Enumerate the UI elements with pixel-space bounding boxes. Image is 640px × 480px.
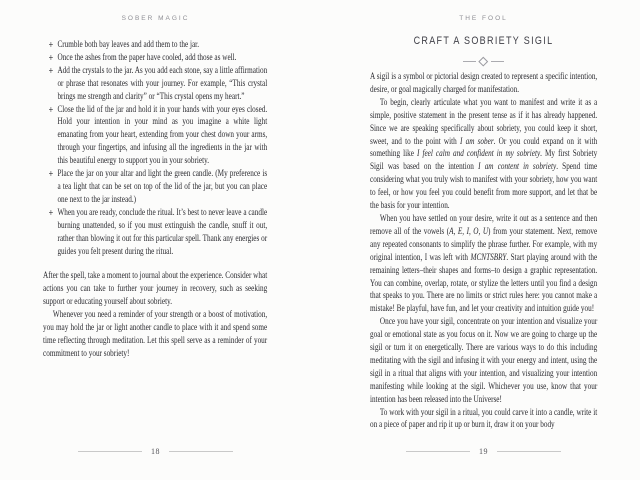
left-page-body — [43, 39, 267, 361]
chapter-title: CRAFT A SOBRIETY SIGIL — [413, 35, 554, 47]
paragraph: When you have settled on your desire, write it out as a sentence and then remove all of the vowels (A, E, I, O, U) from your statement. Next, remove any repeated consonants to simplify the phrase further. For example, with my original intention, I was left with MCNTSBRY. Start playing around with the remaining letters–their shapes and forms–to design a graphic representation. You can combine, overlap, rotate, or stylize the letters until you find a design that speaks to you. There are no limits or strict rules here: you cannot make a mistake! Be playful, have fun, and let your creativity and intuition guide you! — [370, 213, 598, 315]
title-ornament-icon — [370, 57, 597, 65]
page-number: 19 — [479, 447, 488, 456]
ornament-diamond-icon — [479, 56, 488, 65]
list-item-text: Close the lid of the jar and hold it in your hands with your eyes closed. Hold your intention in your mind as you imagine a white light emanating from your heart, extending from your chest down your arms, through your fingertips, and infusing all the ingredients in the jar with this beautiful energy to support you in your sobriety. — [57, 104, 268, 167]
footer-rule-right — [169, 451, 233, 452]
paragraph: A sigil is a symbol or pictorial design created to represent a specific intention, desire, or goal magically charged for manifestation. — [370, 72, 598, 95]
right-page-footer — [370, 447, 597, 456]
list-item — [43, 39, 267, 52]
ornament-line-left — [463, 61, 476, 62]
paragraph: After the spell, take a moment to journal about the experience. Consider what actions you can take to further your journey in recovery, such as seeking support or educating yourself about sobriety. — [43, 271, 268, 308]
list-item — [43, 65, 267, 104]
list-item-text: When you are ready, conclude the ritual. It’s best to never leave a candle burning unattended, so if you must extinguish the candle, snuff it out, rather than blowing it out for this particular spell. Thank any energies or guides you felt present during the ritual. — [57, 207, 268, 257]
paragraph: To begin, clearly articulate what you want to manifest and write it as a simple, positive statement in the present tense as if it has already happened. Since we are speaking specifically about sobriety, you could keep it short, sweet, and to the point with I am sober. Or you could expand on it with something like I feel calm and confident in my sobriety. My first Sobriety Sigil was based on the intention I am content in sobriety. Spend time considering what you truly wish to manifest with your sobriety, how you want to feel, or how you feel you could benefit from more support, and let that be the basis for your intention. — [370, 97, 598, 212]
footer-rule-left — [78, 451, 142, 452]
paragraph: To work with your sigil in a ritual, you could carve it into a candle, write it on a piece of paper and rip it up or burn it, draw it on your body — [370, 407, 598, 431]
running-head-right: THE FOOL — [459, 15, 508, 22]
bullet-plus-icon: + — [48, 52, 54, 62]
ornament-line-right — [491, 61, 504, 62]
list-item-text: Once the ashes from the paper have cooled, add those as well. — [57, 52, 237, 63]
footer-rule-left — [406, 451, 470, 452]
running-head-left: SOBER MAGIC — [121, 15, 190, 22]
page-number: 18 — [151, 447, 160, 456]
bullet-plus-icon: + — [48, 104, 54, 114]
bullet-plus-icon: + — [48, 40, 54, 49]
list-item — [43, 207, 267, 259]
list-item — [43, 52, 267, 65]
bullet-plus-icon: + — [48, 207, 54, 217]
bullet-plus-icon: + — [48, 65, 54, 75]
list-item-text: Place the jar on your altar and light the green candle. (My preference is a tea light that can be set on top of the lid of the jar, but you can place one next to the jar instead.) — [57, 169, 268, 205]
right-page — [320, 0, 640, 480]
paragraph: Whenever you need a reminder of your strength or a boost of motivation, you may hold the jar or light another candle to place with it and spend some time reflecting through meditation. Let this spell serve as a reminder of your commitment to your sobriety! — [43, 310, 268, 359]
paragraph: Once you have your sigil, concentrate on your intention and visualize your goal or emotional state as you focus on it. Now we are going to charge up the sigil or turn it on energetically. There are various ways to do this including meditating with the sigil and infusing it with your energy and intent, using the sigil in a ritual that aligns with your intention, and visualizing your intention manifesting while looking at the sigil. Whichever you use, know that your intention has been released into the Universe! — [370, 317, 598, 405]
left-page-footer — [40, 447, 271, 456]
list-item — [43, 104, 267, 169]
bullet-plus-icon: + — [48, 169, 54, 179]
ritual-steps-list — [43, 39, 267, 258]
right-page-body — [370, 71, 597, 432]
list-item — [43, 168, 267, 207]
footer-rule-right — [497, 451, 561, 452]
list-item-text: Add the crystals to the jar. As you add each stone, say a little affirmation or phrase that resonates with your journey. For example, “This crystal brings me strength and clarity” or “This crystal opens my heart.” — [57, 65, 268, 102]
list-item-text: Crumble both bay leaves and add them to the jar. — [57, 40, 200, 50]
